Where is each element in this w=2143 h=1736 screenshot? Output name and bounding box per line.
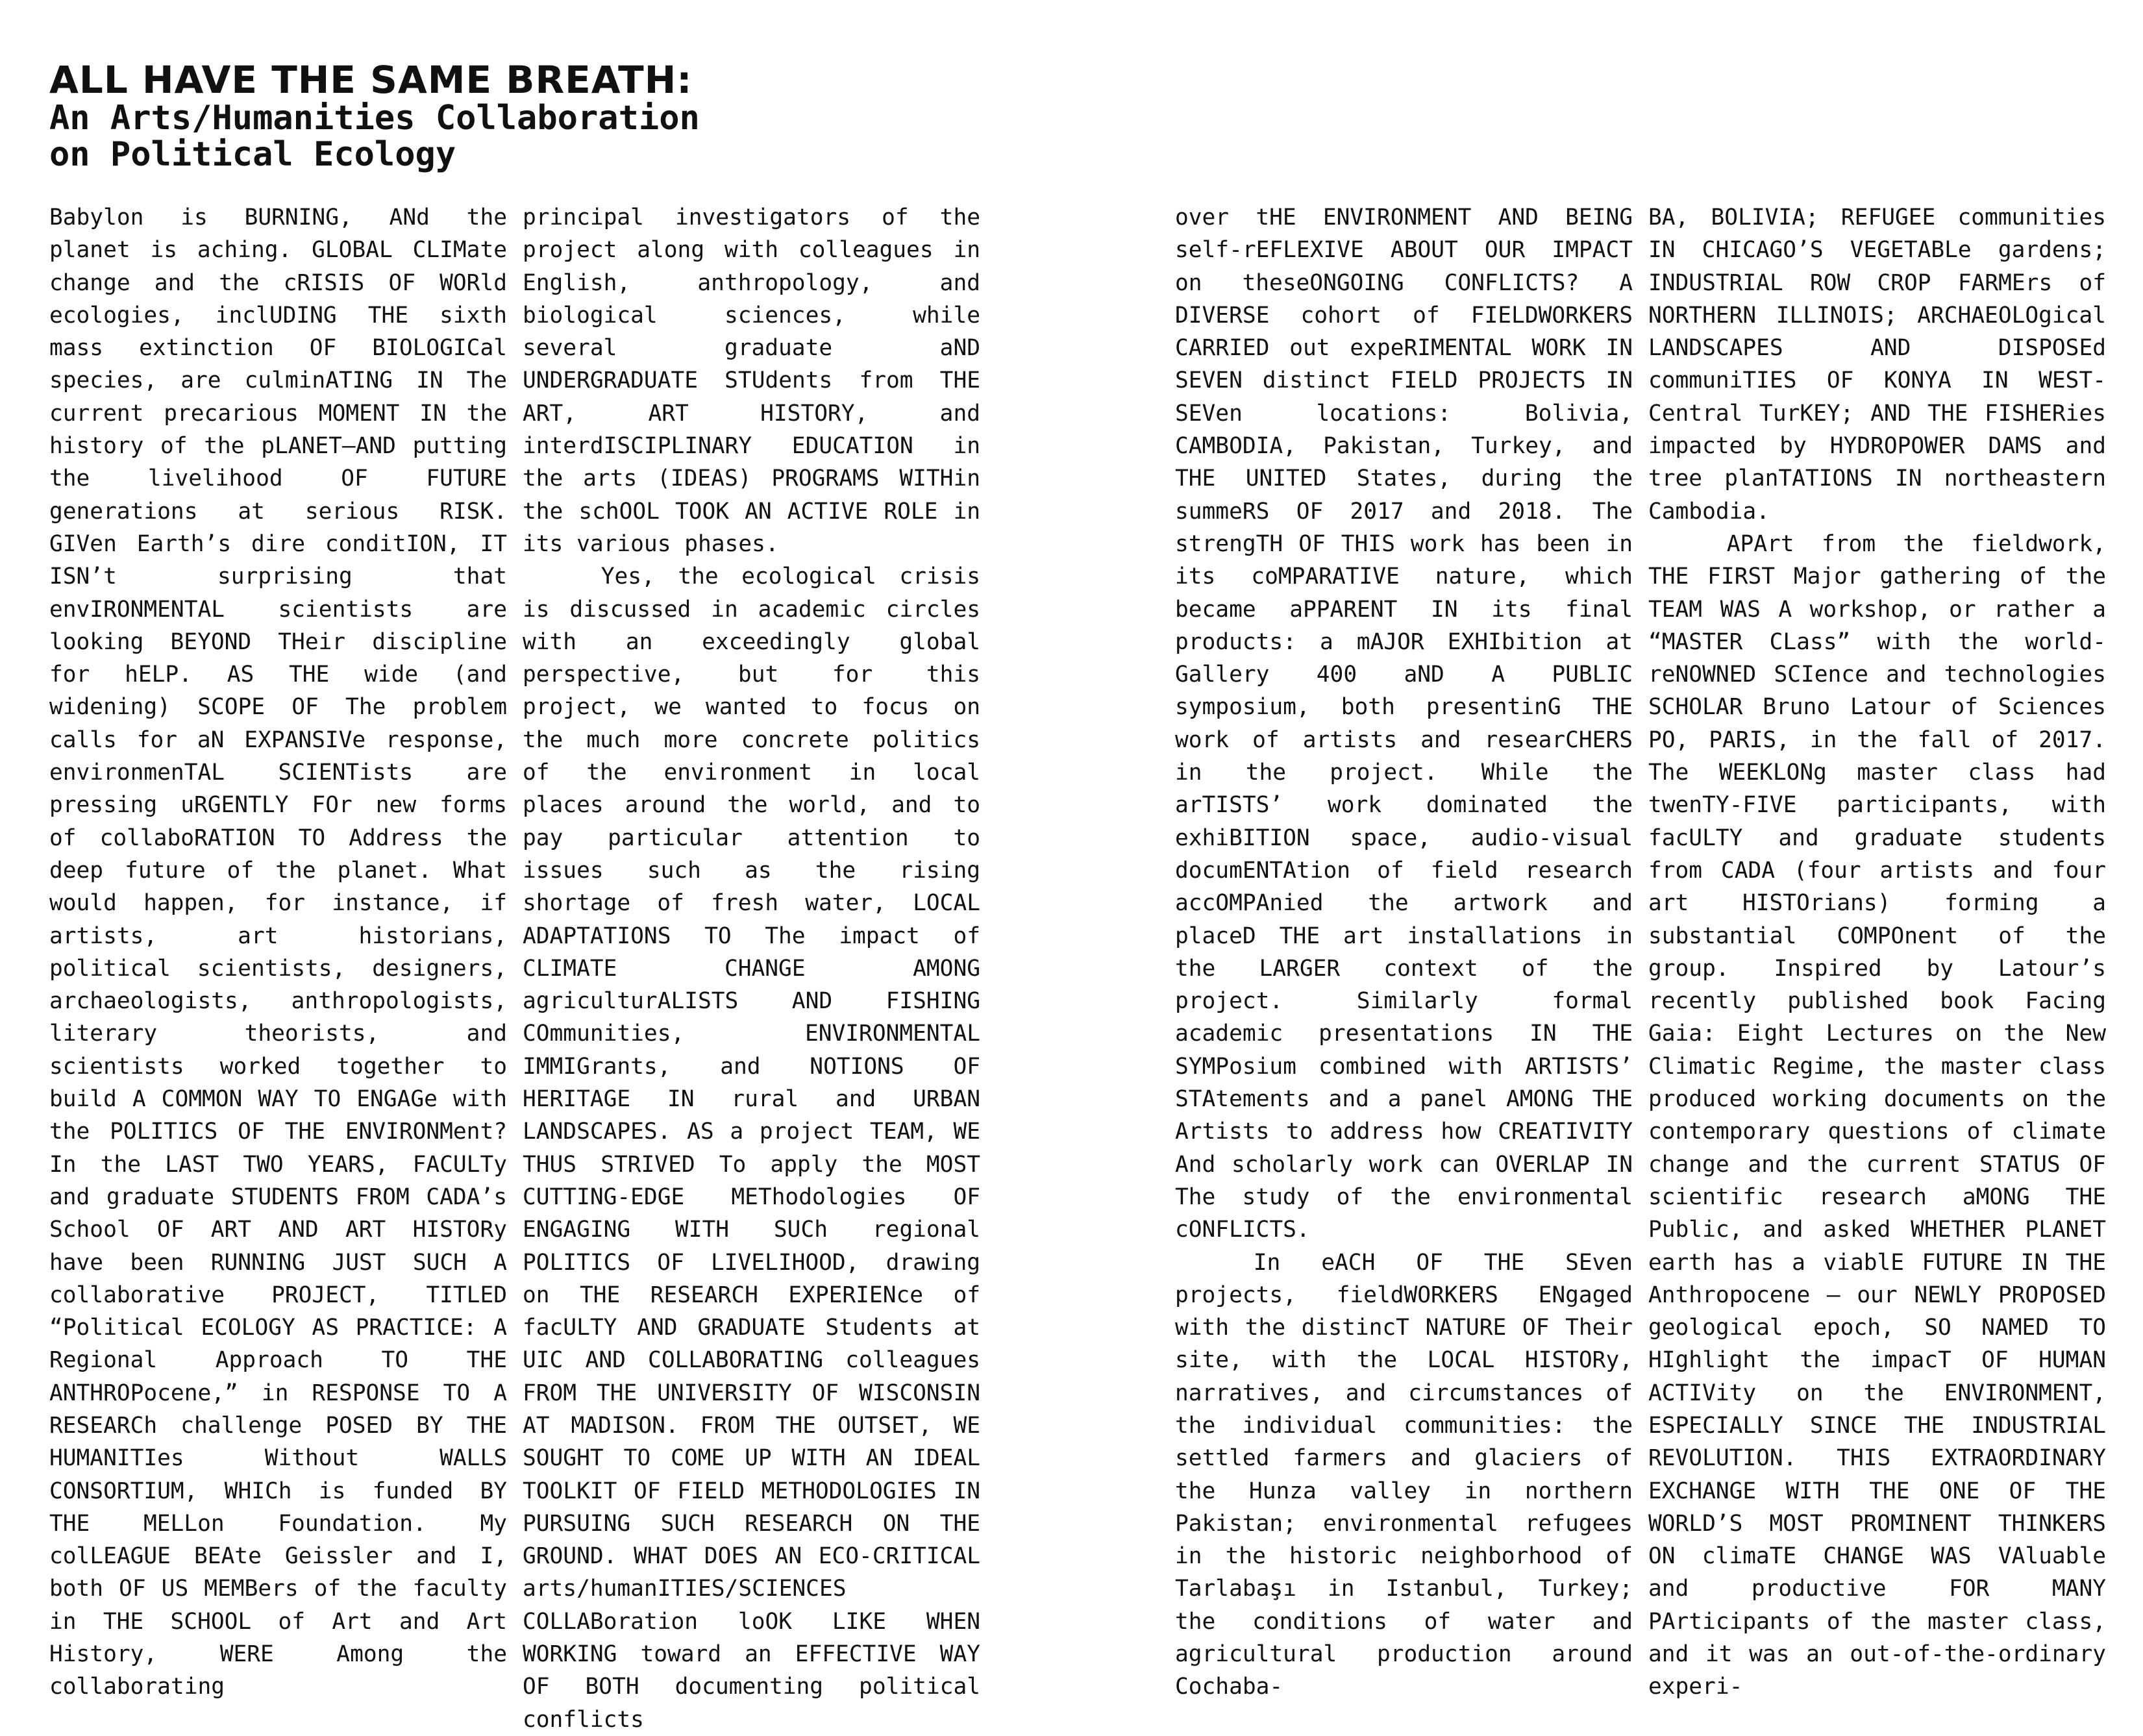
paragraph: principal investigators of the project along with colleagues in English, anthropology, and biological sciences, while several graduate aND UNDERGRADUATE STUdents from THE ART, ART HISTORY, and interdISCIPLINARY EDUCATION in the arts (IDEAS) PROGRAMS WITHin the schOOL TOOK AN ACTIVE ROLE in its various phases. [523,205,980,557]
body-column-2 [523,201,980,1736]
paragraph: over tHE ENVIRONMENT AND BEING self-rEFLEXIVE ABOUT OUR IMPACT on theseONGOING CONFLICTS? A DIVERSE cohort of FIELDWORKERS CARRIED out expeRIMENTAL WORK IN SEVEN distinct FIELD PROJECTS IN SEVen locations: Bolivia, CAMBODIA, Pakistan, Turkey, and THE UNITED States, during the summeRS OF 2017 and 2018. The strengTH OF THIS work has been in its coMPARATIVE nature, which became aPPARENT IN its final products: a mAJOR EXHIbition at Gallery 400 aND A PUBLIC symposium, both presentinG THE work of artists and researCHERS in the project. While the arTISTS’ work dominated the exhiBITION space, audio-visual documENTAtion of field research accOMPAnied the artwork and placeD THE art installations in the LARGER context of the project. Similarly formal academic presentations IN THE SYMPosium combined with ARTISTS’ STAtements and a panel AMONG THE Artists to address how CREATIVITY And scholarly work can OVERLAP IN The study of the environmental cONFLICTS. [1175,205,1633,1243]
paragraph: BA, BOLIVIA; REFUGEE communities IN CHICAGO’S VEGETABLe gardens; INDUSTRIAL ROW CROP FARMErs of NORTHERN ILLINOIS; ARCHAEOLOgical LANDSCAPES AND DISPOSEd communiTIES OF KONYA IN WEST-Central TurKEY; AND THE FISHERies impacted by HYDROPOWER DAMS and tree planTATIONS IN northeastern Cambodia. [1648,205,2106,525]
article-header [49,60,1023,173]
paragraph: Babylon is BURNING, ANd the planet is aching. GLOBAL CLIMate change and the cRISIS OF WORld ecologies, inclUDING THE sixth mass extinction OF BIOLOGICal species, are culminATING IN The current precarious MOMENT IN the history of the pLANET–AND putting the livelihood OF FUTURE generations at serious RISK. GIVen Earth’s dire conditION, IT ISN’t surprising that envIRONMENTAL scientists are looking BEYOND THeir discipline for hELP. AS THE wide (and widening) SCOPE OF The problem calls for aN EXPANSIVe response, environmenTAL SCIENTists are pressing uRGENTLY FOr new forms of collaboRATION TO Address the deep future of the planet. What would happen, for instance, if artists, art historians, political scientists, designers, archaeologists, anthropologists, literary theorists, and scientists worked together to build A COMMON WAY TO ENGAGe with the POLITICS OF THE ENVIRONMent? In the LAST TWO YEARS, FACULTy and graduate STUDENTS FROM CADA’s School OF ART AND ART HISTORy have been RUNNING JUST SUCH A collaborative PROJECT, TITLED “Political ECOLOGY AS PRACTICE: A Regional Approach TO THE ANTHROPocene,” in RESPONSE TO A RESEARCh challenge POSED BY THE HUMANITIes Without WALLS CONSORTIUM, WHICh is funded BY THE MELLon Foundation. My colLEAGUE BEAte Geissler and I, both OF US MEMBers of the faculty in THE SCHOOL of Art and Art History, WERE Among the collaborating [49,205,507,1700]
paragraph: In eACH OF THE SEven projects, fieldWORKERS ENgaged with the distincT NATURE OF Their site, with the LOCAL HISTORy, narratives, and circumstances of the individual communities: the settled farmers and glaciers of the Hunza valley in northern Pakistan; environmental refugees in the historic neighborhood of Tarlabaşı in Istanbul, Turkey; the conditions of water and agricultural production around Cochaba- [1175,1249,1633,1700]
paragraph: APArt from the fieldwork, THE FIRST Major gathering of the TEAM WAS A workshop, or rather a “MASTER CLass” with the world-reNOWNED SCIence and technologies SCHOLAR Bruno Latour of Sciences PO, PARIS, in the fall of 2017. The WEEKLONg master class had twenTY-FIVE participants, with facULTY and graduate students from CADA (four artists and four art HISTOrians) forming a substantial COMPOnent of the group. Inspired by Latour’s recently published book Facing Gaia: Eight Lectures on the New Climatic Regime, the master class produced working documents on the contemporary questions of climate change and the current STATUS OF scientific research aMONG THE Public, and asked WHETHER PLANET earth has a viablE FUTURE IN THE Anthropocene – our NEWLY PROPOSED geological epoch, SO NAMED TO HIghlight the impacT OF HUMAN ACTIVity on the ENVIRONMENT, ESPECIALLY SINCE THE INDUSTRIAL REVOLUTION. THIS EXTRAORDINARY EXCHANGE WITH THE ONE OF THE WORLD’S MOST PROMINENT THINKERS ON climaTE CHANGE WAS VAluable and productive FOR MANY PArticipants of the master class, and it was an out-of-the-ordinary experi- [1648,530,2106,1700]
body-column-3 [1175,201,1633,1704]
left-page [0,0,1071,1733]
right-page [1071,0,2143,1700]
article-title: ALL HAVE THE SAME BREATH: [49,58,693,102]
article-subtitle-line2: on Political Ecology [49,135,456,174]
paragraph: Yes, the ecological crisis is discussed in academic circles with an exceedingly global perspective, but for this project, we wanted to focus on the much more concrete politics of the environment in local places around the world, and to pay particular attention to issues such as the rising shortage of fresh water, LOCAL ADAPTATIONS TO The impact of CLIMATE CHANGE AMONG agriculturALISTS AND FISHING COmmunities, ENVIRONMENTAL IMMIGrants, and NOTIONS OF HERITAGE IN rural and URBAN LANDSCAPES. AS a project TEAM, WE THUS STRIVED To apply the MOST CUTTING-EDGE METhodologies OF ENGAGING WITH SUCh regional POLITICS OF LIVELIHOOD, drawing on THE RESEARCH EXPERIENce of facULTY AND GRADUATE Students at UIC AND COLLABORATING colleagues FROM THE UNIVERSITY OF WISCONSIN AT MADISON. FROM THE OUTSET, WE SOUGHT TO COME UP WITH AN IDEAL TOOLKIT OF FIELD METHODOLOGIES IN PURSUING SUCH RESEARCH ON THE GROUND. WHAT DOES AN ECO-CRITICAL arts/humanITIES/SCIENCES COLLABoration loOK LIKE WHEN WORKING toward an EFFECTIVE WAY OF BOTH documenting political conflicts [523,564,980,1733]
article-subtitle-line1: An Arts/Humanities Collaboration [49,99,700,138]
body-column-4 [1648,201,2106,1704]
body-column-1 [49,201,507,1704]
